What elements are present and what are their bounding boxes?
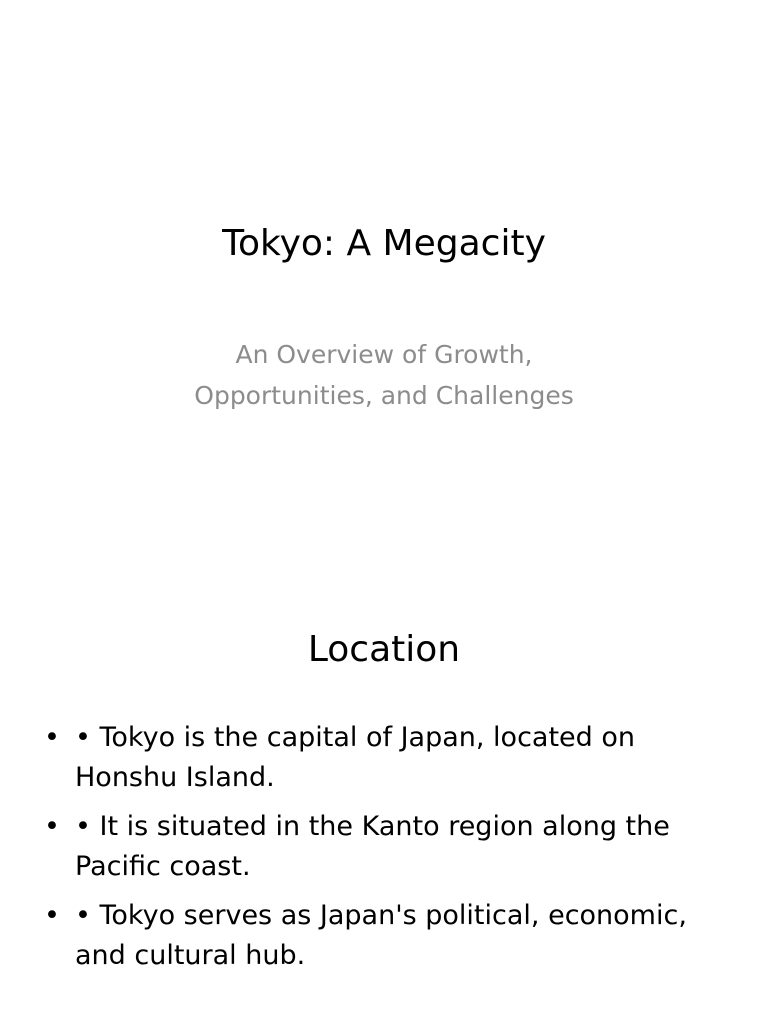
subtitle-line: Opportunities, and Challenges	[194, 381, 574, 410]
bullet-icon: •	[44, 900, 60, 931]
bullet-text-line: Pacific coast.	[75, 851, 251, 882]
bullet-item	[44, 718, 724, 798]
subtitle-line: An Overview of Growth,	[235, 340, 533, 369]
bullet-icon: •	[44, 811, 60, 842]
bullet-text-line: • Tokyo is the capital of Japan, located on	[75, 722, 636, 753]
bullet-text-line: • It is situated in the Kanto region along the	[75, 811, 670, 842]
slide-title: Tokyo: A Megacity	[222, 223, 546, 264]
bullet-list	[44, 718, 724, 985]
bullet-text-line: • Tokyo serves as Japan's political, economic,	[75, 900, 687, 931]
bullet-icon: •	[44, 722, 60, 753]
bullet-text-line: and cultural hub.	[75, 940, 306, 971]
bullet-text-line: Honshu Island.	[75, 762, 275, 793]
slide-subtitle	[0, 334, 768, 416]
slide-title: Location	[307, 629, 461, 670]
bullet-item	[44, 896, 724, 976]
location-slide	[0, 512, 768, 1024]
bullet-item	[44, 807, 724, 887]
